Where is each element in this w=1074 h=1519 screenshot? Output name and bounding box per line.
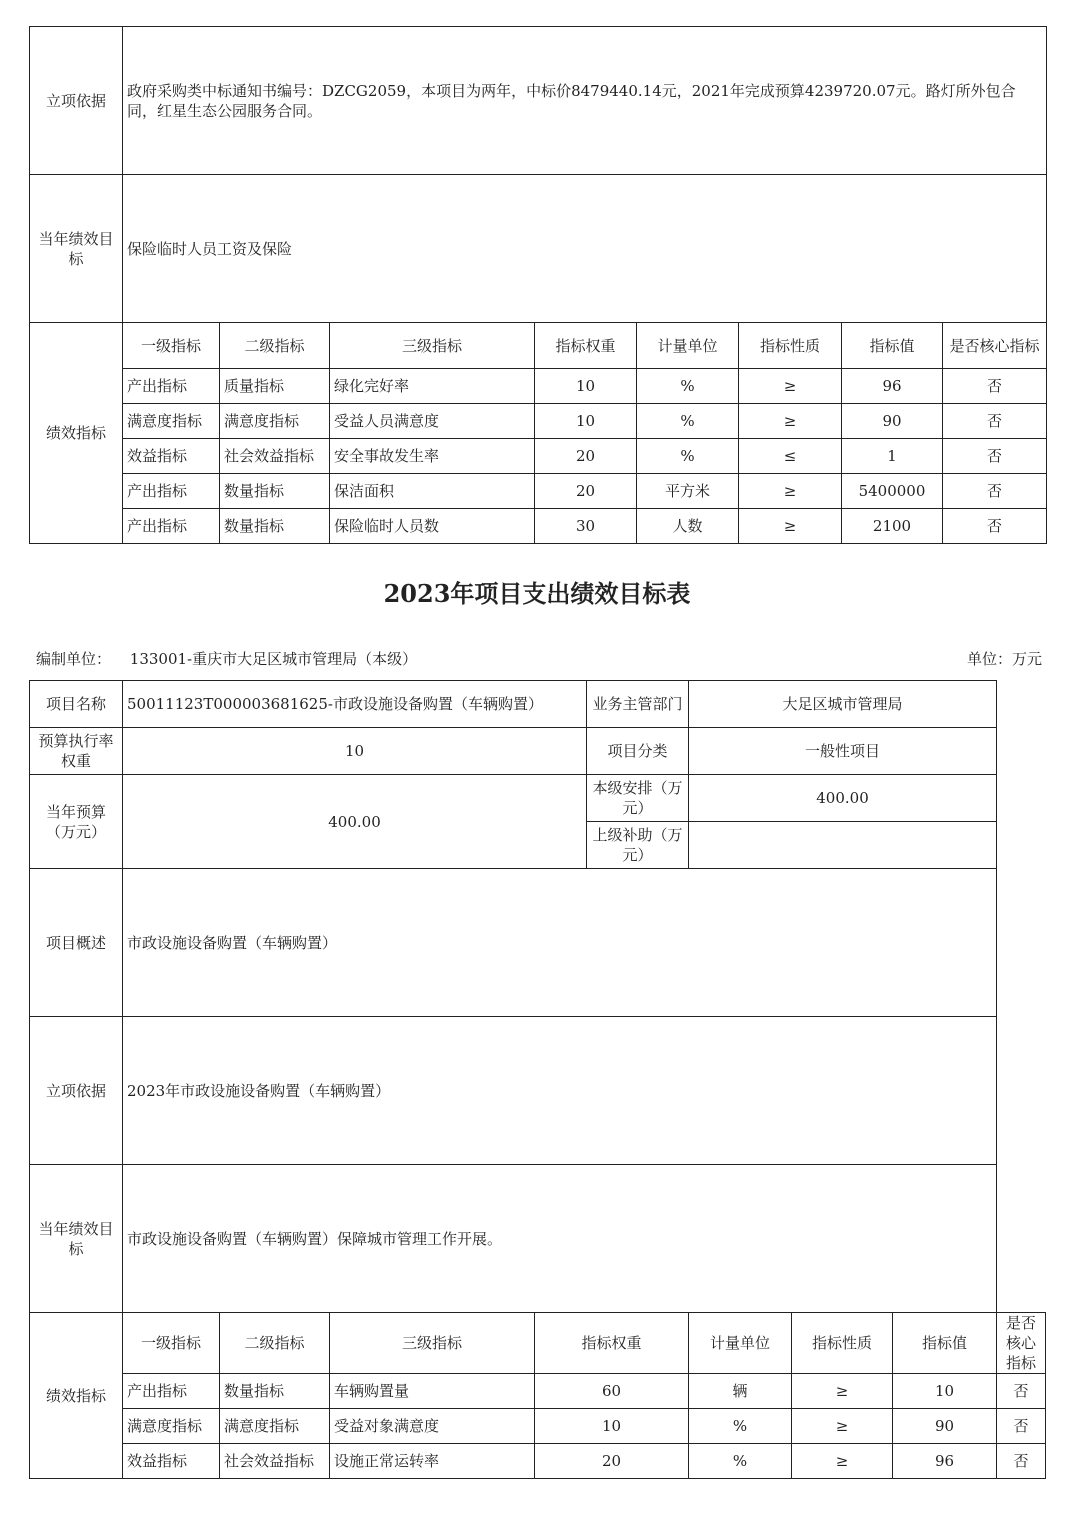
cell: 满意度指标	[123, 404, 220, 439]
header-cell: 一级指标	[123, 323, 220, 369]
header-cell: 指标权重	[535, 1313, 689, 1374]
upper-value	[689, 822, 997, 869]
page-title: 2023年项目支出绩效目标表	[383, 579, 691, 608]
cell: 90	[893, 1409, 997, 1444]
cell: 20	[535, 439, 637, 474]
goal-text: 保险临时人员工资及保险	[123, 175, 1047, 323]
table-row	[30, 404, 1047, 439]
cell: %	[637, 439, 739, 474]
cell: 保洁面积	[330, 474, 535, 509]
cell: 90	[842, 404, 943, 439]
cell: 满意度指标	[220, 1409, 330, 1444]
cell: 30	[535, 509, 637, 544]
cell: ≥	[739, 474, 842, 509]
cell: 效益指标	[123, 1444, 220, 1479]
org-value: 133001-重庆市大足区城市管理局（本级）	[129, 650, 418, 668]
cell: 社会效益指标	[220, 1444, 330, 1479]
cell: ≥	[792, 1374, 893, 1409]
budget-value: 400.00	[123, 775, 587, 869]
category-value: 一般性项目	[689, 728, 997, 775]
org-unit-line	[36, 648, 1042, 669]
header-cell: 是否核心指标	[997, 1313, 1046, 1374]
project-name-value: 50011123T000003681625-市政设施设备购置（车辆购置）	[123, 681, 587, 728]
local-label: 本级安排（万元）	[587, 775, 689, 822]
cell: 产出指标	[123, 369, 220, 404]
cell: ≥	[792, 1444, 893, 1479]
cell: 满意度指标	[220, 404, 330, 439]
header-cell: 计量单位	[637, 323, 739, 369]
cell: 10	[535, 404, 637, 439]
cell: 满意度指标	[123, 1409, 220, 1444]
cell: 绿化完好率	[330, 369, 535, 404]
table-row	[30, 1409, 1046, 1444]
basis-label: 立项依据	[30, 1017, 123, 1165]
header-cell: 一级指标	[123, 1313, 220, 1374]
cell: 否	[943, 509, 1047, 544]
cell: 产出指标	[123, 1374, 220, 1409]
cell: 产出指标	[123, 509, 220, 544]
cell: 效益指标	[123, 439, 220, 474]
header-cell: 三级指标	[330, 1313, 535, 1374]
cell: 受益人员满意度	[330, 404, 535, 439]
performance-target-table	[29, 680, 1046, 1479]
table-row	[30, 439, 1047, 474]
cell: 1	[842, 439, 943, 474]
cell: 否	[943, 474, 1047, 509]
cell: ≥	[739, 404, 842, 439]
performance-table-continued	[29, 26, 1047, 544]
cell: 否	[997, 1444, 1046, 1479]
cell: 20	[535, 1444, 689, 1479]
cell: ≥	[739, 369, 842, 404]
cell: 否	[997, 1409, 1046, 1444]
header-cell: 指标性质	[739, 323, 842, 369]
cell: 产出指标	[123, 474, 220, 509]
cell: 人数	[637, 509, 739, 544]
cell: %	[689, 1444, 792, 1479]
upper-label: 上级补助（万元）	[587, 822, 689, 869]
cell: 否	[997, 1374, 1046, 1409]
cell: 10	[893, 1374, 997, 1409]
cell: 数量指标	[220, 474, 330, 509]
header-cell: 二级指标	[220, 1313, 330, 1374]
header-cell: 二级指标	[220, 323, 330, 369]
cell: 否	[943, 404, 1047, 439]
cell: 质量指标	[220, 369, 330, 404]
cell: ≥	[739, 509, 842, 544]
basis-label: 立项依据	[30, 27, 123, 175]
cell: 96	[893, 1444, 997, 1479]
table-row	[30, 1374, 1046, 1409]
cell: ≤	[739, 439, 842, 474]
cell: 2100	[842, 509, 943, 544]
indicator-header-row	[30, 323, 1047, 369]
table-row	[30, 509, 1047, 544]
indicators-label: 绩效指标	[30, 323, 123, 544]
org-label: 编制单位：	[36, 650, 112, 668]
cell: 数量指标	[220, 509, 330, 544]
unit-label: 单位：万元	[966, 650, 1042, 668]
goal-text: 市政设施设备购置（车辆购置）保障城市管理工作开展。	[123, 1165, 997, 1313]
dept-value: 大足区城市管理局	[689, 681, 997, 728]
cell: 96	[842, 369, 943, 404]
indicator-header-row	[30, 1313, 1046, 1374]
header-cell: 三级指标	[330, 323, 535, 369]
cell: %	[689, 1409, 792, 1444]
cell: 10	[535, 369, 637, 404]
cell: 平方米	[637, 474, 739, 509]
header-cell: 是否核心指标	[943, 323, 1047, 369]
goal-label: 当年绩效目标	[30, 175, 123, 323]
header-cell: 指标值	[842, 323, 943, 369]
cell: 保险临时人员数	[330, 509, 535, 544]
cell: 设施正常运转率	[330, 1444, 535, 1479]
cell: 受益对象满意度	[330, 1409, 535, 1444]
header-cell: 指标权重	[535, 323, 637, 369]
cell: 5400000	[842, 474, 943, 509]
table-row	[30, 474, 1047, 509]
local-value: 400.00	[689, 775, 997, 822]
category-label: 项目分类	[587, 728, 689, 775]
overview-label: 项目概述	[30, 869, 123, 1017]
dept-label: 业务主管部门	[587, 681, 689, 728]
cell: 社会效益指标	[220, 439, 330, 474]
goal-label: 当年绩效目标	[30, 1165, 123, 1313]
header-cell: 指标值	[893, 1313, 997, 1374]
cell: %	[637, 369, 739, 404]
budget-label: 当年预算（万元）	[30, 775, 123, 869]
project-name-label: 项目名称	[30, 681, 123, 728]
cell: 安全事故发生率	[330, 439, 535, 474]
header-cell: 计量单位	[689, 1313, 792, 1374]
exec-weight-value: 10	[123, 728, 587, 775]
table-row	[30, 1444, 1046, 1479]
cell: 数量指标	[220, 1374, 330, 1409]
exec-weight-label: 预算执行率权重	[30, 728, 123, 775]
cell: %	[637, 404, 739, 439]
basis-text: 政府采购类中标通知书编号：DZCG2059，本项目为两年，中标价8479440.14元，2021年完成预算4239720.07元。路灯所外包合同，红星生态公园服务合同。	[123, 27, 1047, 175]
header-cell: 指标性质	[792, 1313, 893, 1374]
basis-text: 2023年市政设施设备购置（车辆购置）	[123, 1017, 997, 1165]
cell: ≥	[792, 1409, 893, 1444]
cell: 辆	[689, 1374, 792, 1409]
cell: 10	[535, 1409, 689, 1444]
table-row	[30, 369, 1047, 404]
cell: 车辆购置量	[330, 1374, 535, 1409]
cell: 60	[535, 1374, 689, 1409]
overview-text: 市政设施设备购置（车辆购置）	[123, 869, 997, 1017]
cell: 20	[535, 474, 637, 509]
cell: 否	[943, 369, 1047, 404]
indicators-label: 绩效指标	[30, 1313, 123, 1479]
cell: 否	[943, 439, 1047, 474]
